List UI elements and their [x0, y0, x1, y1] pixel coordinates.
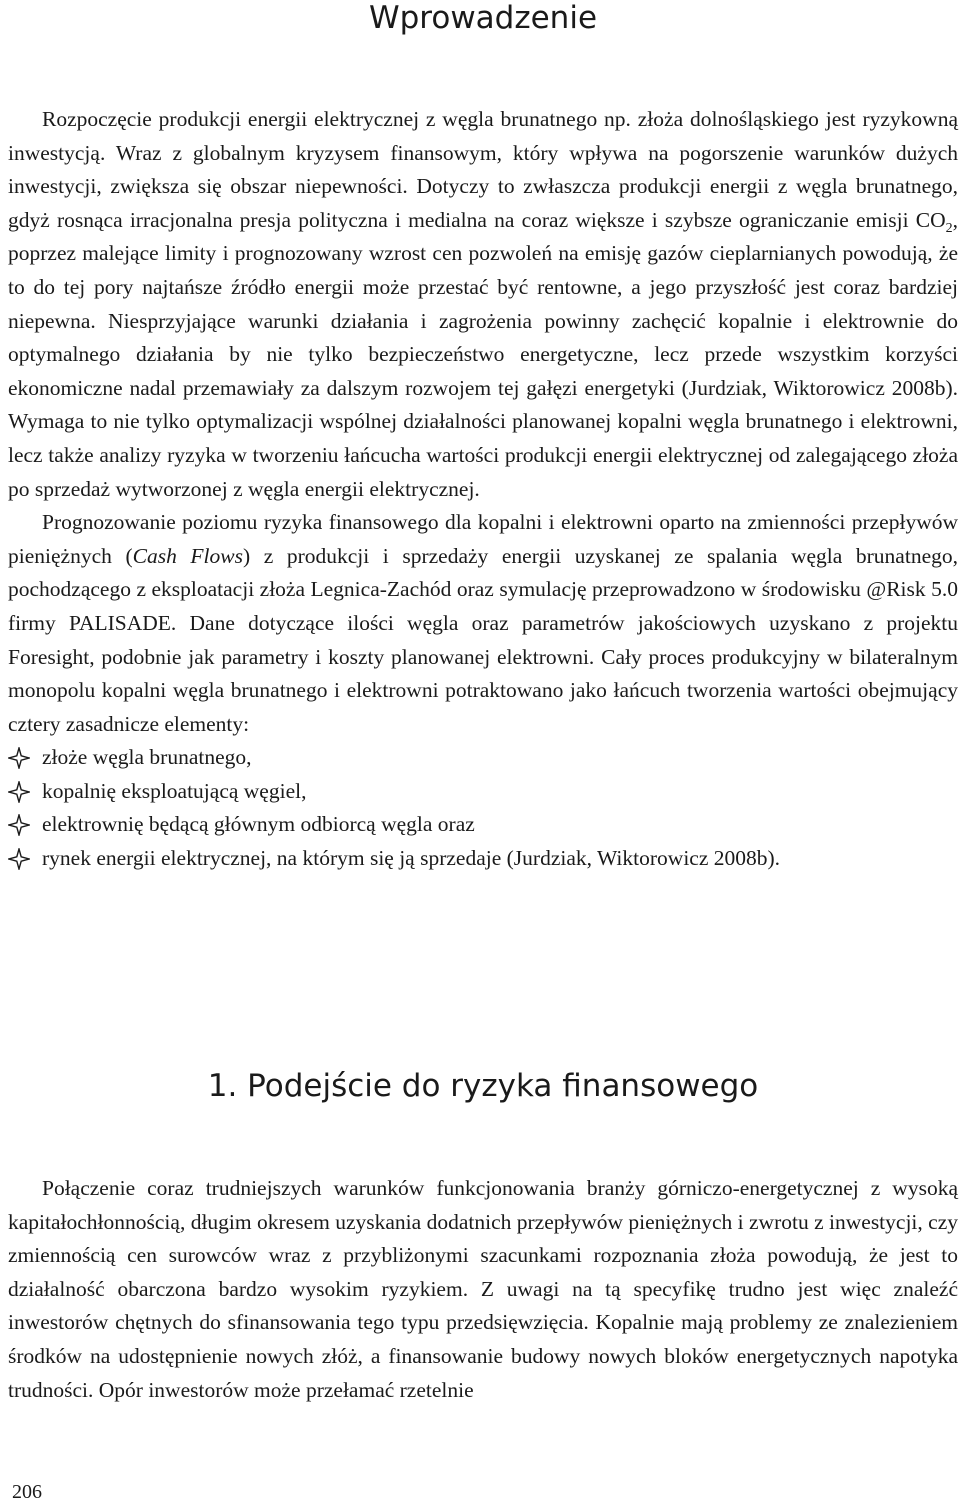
- list-item: [8, 808, 958, 842]
- intro-paragraph-1-text-a: Rozpoczęcie produkcji energii elektrycznej z węgla brunatnego np. złoża dolnośląskiego jest ryzykowną inwestycją. Wraz z globalnym kryzysem finansowym, który wpływa na pogorszenie warunków dużych inwestycji, zwiększa się obszar niepewności. Dotyczy to zwłaszcza produkcji energii z węgla brunatnego, gdyż rosnąca irracjonalna presja polityczna i medialna na coraz większe i szybsze ograniczanie emisji CO: [8, 107, 958, 232]
- intro-paragraph-2-text-b: ) z produkcji i sprzedaży energii uzyskanej ze spalania węgla brunatnego, pochodzącego z eksploatacji złoża Legnica-Zachód oraz symulację przeprowadzono w środowisku @Risk 5.0 firmy PALISADE. Dane dotyczące ilości węgla oraz parametrów jakościowych uzyskano z projektu Foresight, podobnie jak parametry i koszty planowanej elektrowni. Cały proces produkcyjny w bilateralnym monopolu kopalni węgla brunatnego i elektrowni potraktowano jako łańcuch tworzenia wartości obejmujący cztery zasadnicze elementy:: [8, 543, 958, 736]
- section-1: [8, 1172, 958, 1407]
- list-item-text: elektrownię będącą głównym odbiorcą węgla oraz: [42, 812, 475, 837]
- four-point-star-icon: [8, 814, 30, 836]
- value-chain-list: [8, 741, 958, 875]
- document-page: [8, 0, 958, 1511]
- co2-subscript: 2: [945, 220, 953, 236]
- cash-flows-term: Cash Flows: [132, 543, 243, 568]
- intro-heading: Wprowadzenie: [368, 0, 598, 36]
- page-number: 206: [12, 1481, 42, 1503]
- section-1-paragraph-1: Połączenie coraz trudniejszych warunków funkcjonowania branży górniczo-energetycznej z wysoką kapitałochłonnością, długim okresem uzyskania dodatnich przepływów pieniężnych i zwrotu z inwestycji, czy zmiennością cen surowców wraz z przybliżonymi szacunkami rozpoznania złoża powodują, że jest to działalność obarczona bardzo wysokim ryzykiem. Z uwagi na tą specyfikę trudno jest więc znaleźć inwestorów chętnych do sfinansowania tego typu przedsięwzięcia. Kopalnie mają problemy ze znalezieniem środków na udostępnienie nowych złóż, a finansowanie budowy nowych bloków energetycznych napotyka trudności. Opór inwestorów może przełamać rzetelnie: [8, 1176, 958, 1402]
- list-item-text: rynek energii elektrycznej, na którym się ją sprzedaje (Jurdziak, Wiktorowicz 2008b).: [42, 846, 781, 871]
- list-item-text: złoże węgla brunatnego,: [42, 745, 252, 770]
- four-point-star-icon: [8, 848, 30, 870]
- intro-paragraph-1-text-b: , poprzez malejące limity i prognozowany wzrost cen pozwoleń na emisję gazów cieplarnianych powodują, że to do tej pory najtańsze źródło energii może przestać być rentowne, a jego przyszłość jest coraz bardziej niepewna. Niesprzyjające warunki działania i zagrożenia powinny zachęcić kopalnie i elektrownie do optymalnego działania by nie tylko bezpieczeństwo energetyczne, lecz przede wszystkim korzyści ekonomiczne nadal przemawiały za dalszym rozwojem tej gałęzi energetyki (Jurdziak, Wiktorowicz 2008b). Wymaga to nie tylko optymalizacji wspólnej działalności planowanej kopalni węgla brunatnego i elektrowni, lecz także analizy ryzyka w tworzeniu łańcucha wartości produkcji energii elektrycznej od zalegającego złoża po sprzedaż wytworzonej z węgla energii elektrycznej.: [8, 207, 958, 501]
- intro-paragraph-2: [8, 506, 958, 741]
- list-item: [8, 842, 958, 876]
- intro-section: [8, 103, 958, 876]
- list-item-text: kopalnię eksploatującą węgiel,: [42, 778, 307, 803]
- section-1-heading: 1. Podejście do ryzyka finansowego: [207, 1068, 759, 1104]
- intro-paragraph-2-text-a: Prognozowanie poziomu ryzyka finansowego dla kopalni i elektrowni oparto na zmienności przepływów pieniężnych (: [8, 510, 958, 568]
- four-point-star-icon: [8, 781, 30, 803]
- intro-paragraph-1: [8, 103, 958, 506]
- list-item: [8, 775, 958, 809]
- four-point-star-icon: [8, 747, 30, 769]
- list-item: [8, 741, 958, 775]
